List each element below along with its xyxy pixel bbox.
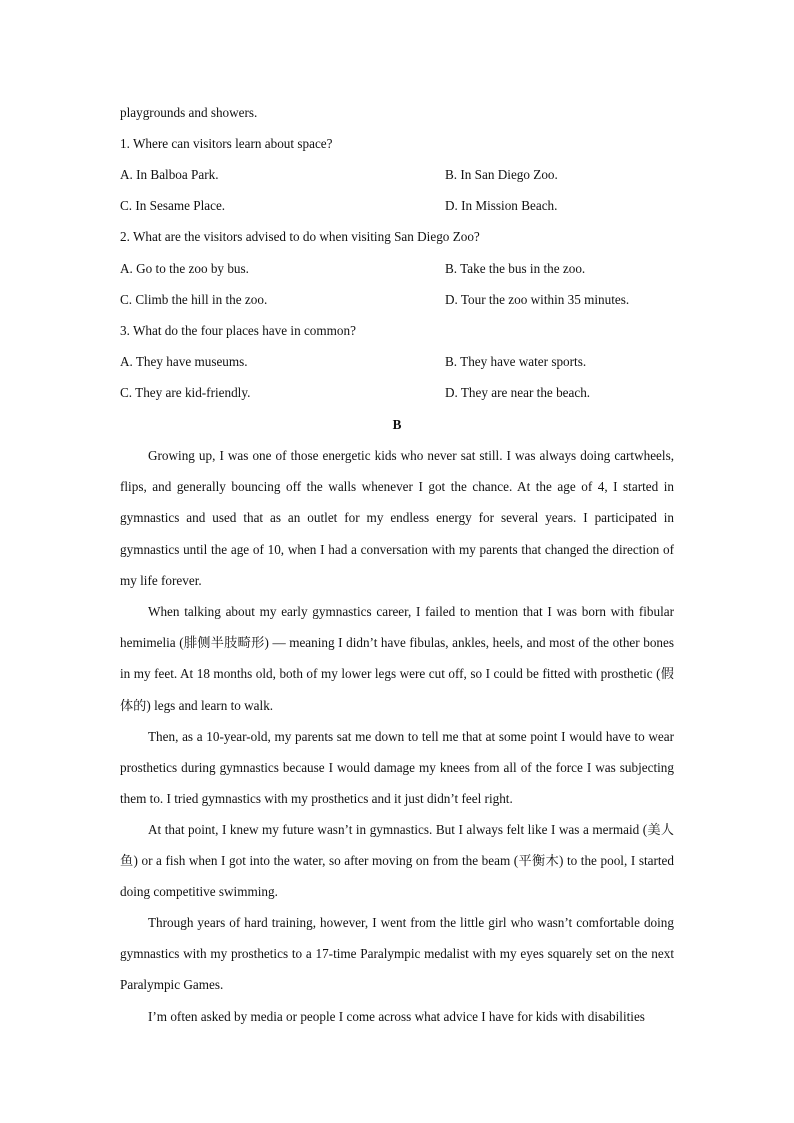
question-2-option-d: D. Tour the zoo within 35 minutes. (445, 292, 630, 307)
question-1-stem: 1. Where can visitors learn about space? (120, 136, 333, 151)
section-b-paragraph-3: Then, as a 10-year-old, my parents sat me down to tell me that at some point I would have to wear prosthetics during gymnastics because I would damage my knees from all of the force I was subjecting them to. I tried gymnastics with my prosthetics and it just didn’t feel right. (120, 729, 674, 807)
section-b-paragraph-4: At that point, I knew my future wasn’t in gymnastics. But I always felt like I was a mermaid (美人鱼) or a fish when I got into the water, so after moving on from the beam (平衡木) to the pool, I started doing competitive swimming. (120, 822, 674, 900)
question-2-option-b: B. Take the bus in the zoo. (445, 261, 586, 276)
intro-tail-text: playgrounds and showers. (120, 105, 258, 120)
question-1-option-d: D. In Mission Beach. (445, 198, 558, 213)
question-2-option-a: A. Go to the zoo by bus. (120, 261, 249, 276)
section-b-paragraph-5: Through years of hard training, however, I went from the little girl who wasn’t comfortable doing gymnastics with my prosthetics to a 17-time Paralympic medalist with my eyes squarely set on the next Paralympic Games. (120, 915, 674, 993)
question-1-option-c: C. In Sesame Place. (120, 198, 226, 213)
question-3-stem: 3. What do the four places have in common? (120, 323, 356, 338)
question-2-stem: 2. What are the visitors advised to do when visiting San Diego Zoo? (120, 229, 480, 244)
question-3-option-b: B. They have water sports. (445, 354, 587, 369)
section-b-paragraph-2: When talking about my early gymnastics career, I failed to mention that I was born with fibular hemimelia (腓侧半肢畸形) — meaning I didn’t have fibulas, ankles, heels, and most of the other bones in my feet. At 18 months old, both of my lower legs were cut off, so I could be fitted with prosthetic (假体的) legs and learn to walk. (120, 604, 674, 713)
question-1-option-a: A. In Balboa Park. (120, 167, 219, 182)
question-3-option-c: C. They are kid-friendly. (120, 385, 251, 400)
section-b-paragraph-1: Growing up, I was one of those energetic kids who never sat still. I was always doing cartwheels, flips, and generally bouncing off the walls whenever I got the chance. At the age of 4, I started in gymnastics and used that as an outlet for my endless energy for several years. I participated in gymnastics until the age of 10, when I had a conversation with my parents that changed the direction of my life forever. (120, 448, 674, 588)
question-2-option-c: C. Climb the hill in the zoo. (120, 292, 268, 307)
section-b-paragraph-6: I’m often asked by media or people I come across what advice I have for kids with disabilities (148, 1009, 645, 1024)
question-3-option-a: A. They have museums. (120, 354, 248, 369)
question-1-option-b: B. In San Diego Zoo. (445, 167, 558, 182)
section-b-heading: B (392, 417, 402, 432)
question-3-option-d: D. They are near the beach. (445, 385, 591, 400)
